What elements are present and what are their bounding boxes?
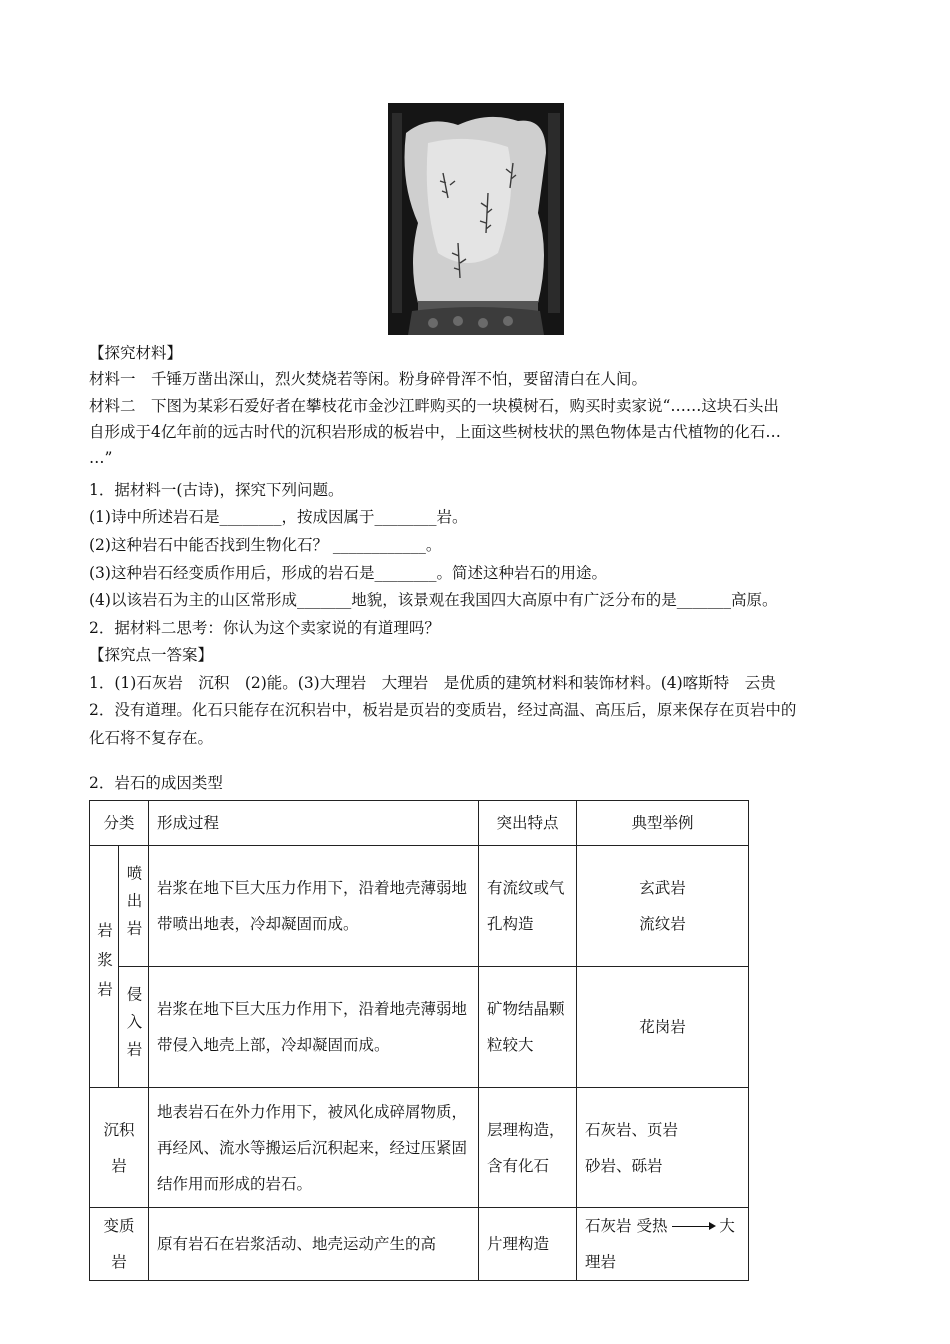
header-feature: 突出特点 [479,801,577,846]
example-basalt: 玄武岩 [639,879,686,897]
answer-1: 1．(1)石灰岩 沉积 (2)能。(3)大理岩 大理岩 是优质的建筑材料和装饰材料。(4)喀斯特 云贵 [89,674,776,692]
answer-2-line-1: 2．没有道理。化石只能存在沉积岩中，板岩是页岩的变质岩，经过高温、高压后，原来保存在页岩中的 [89,701,797,719]
material-two-line-2: 自形成于4亿年前的远古时代的沉积岩形成的板岩中，上面这些树枝状的黑色物体是古代植物的化石… [89,423,781,441]
metamorphic-label: 变质岩 [90,1208,149,1281]
rock-types-table [89,800,749,1281]
question-1-2: (2)这种岩石中能否找到生物化石？ ____________。 [89,536,442,554]
section-title: 2．岩石的成因类型 [89,774,223,792]
arrow-right-icon [672,1226,710,1227]
table-row-intrusive [90,967,749,1088]
sedimentary-process: 地表岩石在外力作用下，被风化成碎屑物质，再经风、流水等搬运后沉积起来，经过压紧固结作用而形成的岩石。 [149,1088,479,1208]
intrusive-feature: 矿物结晶颗粒较大 [479,967,577,1088]
example-granite: 花岗岩 [639,1018,686,1036]
question-1: 1．据材料一(古诗)，探究下列问题。 [89,481,344,499]
header-process: 形成过程 [149,801,479,846]
example-rhyolite: 流纹岩 [639,915,686,933]
question-2: 2．据材料二思考：你认为这个卖家说的有道理吗？ [89,619,440,637]
extrusive-label: 喷出岩 [119,846,149,967]
table-row-metamorphic [90,1208,749,1281]
sedimentary-label: 沉积岩 [90,1088,149,1208]
material-one: 材料一 千锤万凿出深山，烈火焚烧若等闲。粉身碎骨浑不怕，要留清白在人间。 [89,370,648,388]
intrusive-label: 侵入岩 [119,967,149,1088]
sedimentary-examples [577,1088,749,1208]
header-category: 分类 [90,801,149,846]
example-limestone: 石灰岩 [585,1217,632,1235]
intrusive-examples [577,967,749,1088]
answer-heading: 【探究点一答案】 [89,646,214,664]
question-1-3: (3)这种岩石经变质作用后，形成的岩石是________。简述这种岩石的用途。 [89,564,607,582]
table-row-extrusive [90,846,749,967]
metamorphic-feature: 片理构造 [479,1208,577,1281]
sedimentary-feature: 层理构造，含有化石 [479,1088,577,1208]
extrusive-examples [577,846,749,967]
example-marble: 大理岩 [585,1217,735,1271]
question-1-1: (1)诗中所述岩石是________，按成因属于________岩。 [89,508,468,526]
extrusive-process: 岩浆在地下巨大压力作用下，沿着地壳薄弱地带喷出地表，冷却凝固而成。 [149,846,479,967]
magma-rock-label: 岩浆岩 [90,846,119,1088]
heat-label: 受热 [636,1217,668,1235]
heat-arrow [636,1208,667,1244]
material-two-line-1: 材料二 下图为某彩石爱好者在攀枝花市金沙江畔购买的一块模树石，购买时卖家说“……这块石头出 [89,397,779,415]
extrusive-feature: 有流纹或气孔构造 [479,846,577,967]
question-1-4: (4)以该岩石为主的山区常形成_______地貌，该景观在我国四大高原中有广泛分布的是_______高原。 [89,591,778,609]
dendrite-stone-photo [388,103,564,335]
example-sandstone-conglomerate: 砂岩、砾岩 [585,1156,663,1175]
metamorphic-process: 原有岩石在岩浆活动、地壳运动产生的高 [149,1208,479,1281]
table-header-row [90,801,749,846]
header-examples: 典型举例 [577,801,749,846]
metamorphic-examples [577,1208,749,1281]
material-two-line-3: …” [89,449,113,467]
table-row-sedimentary [90,1088,749,1208]
example-limestone-shale: 石灰岩、页岩 [585,1120,679,1139]
intrusive-process: 岩浆在地下巨大压力作用下，沿着地壳薄弱地带侵入地壳上部，冷却凝固而成。 [149,967,479,1088]
material-heading: 【探究材料】 [89,344,183,362]
answer-2-line-2: 化石将不复存在。 [89,729,214,747]
